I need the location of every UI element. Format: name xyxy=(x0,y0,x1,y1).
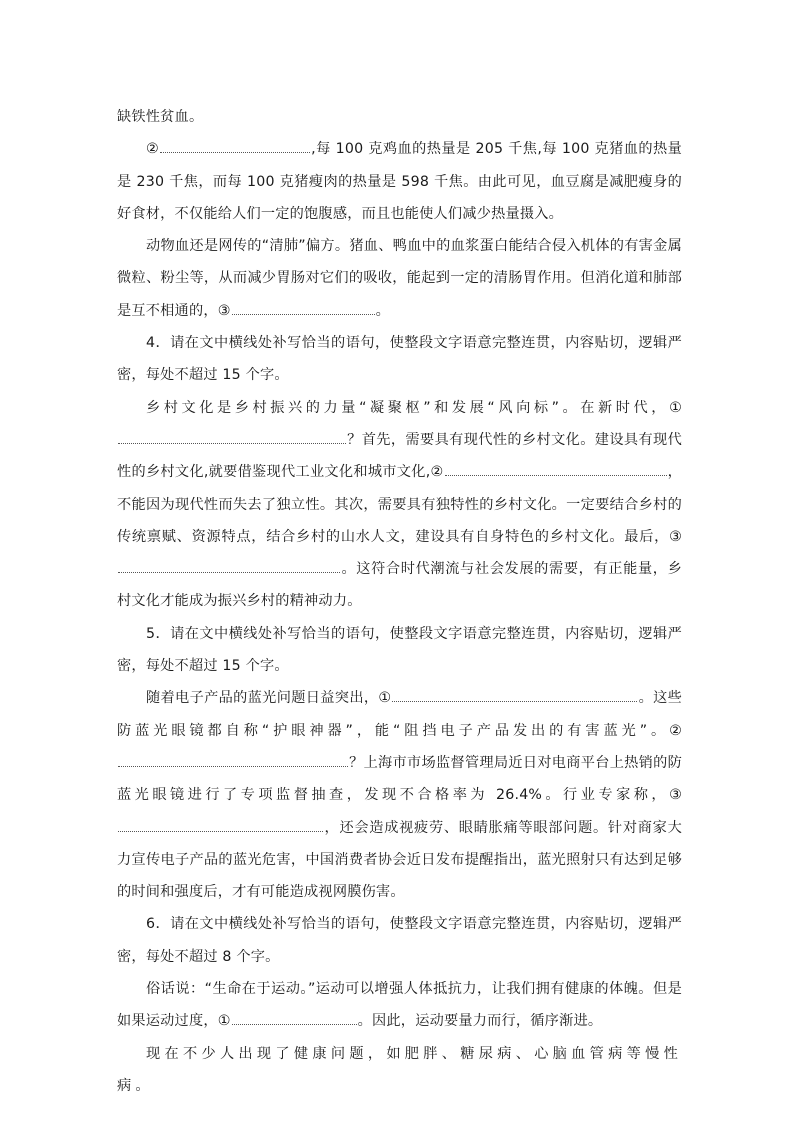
q5-blank-marker-3: ③ xyxy=(669,787,682,804)
q6-blank-marker-1: ① xyxy=(217,1013,231,1030)
q4-blank-marker-1: ① xyxy=(669,399,682,416)
blank-marker-2: ② xyxy=(146,141,160,158)
q4-blank-marker-2: ② xyxy=(430,464,444,481)
q4-fill-blank-1[interactable] xyxy=(118,431,346,444)
q5-fill-blank-3[interactable] xyxy=(118,819,323,832)
paragraph-1: 缺铁性贫血。 xyxy=(117,109,204,125)
q4-blank-marker-3: ③ xyxy=(669,528,682,545)
fill-blank-2[interactable] xyxy=(160,140,310,153)
question-4-prompt: 4．请在文中横线处补写恰当的语句，使整段文字语意完整连贯，内容贴切，逻辑严密，每处不超过 15 个字。 xyxy=(117,335,682,384)
paragraph-3: 动物血还是网传的“清肺”偏方。猪血、鸭血中的血浆蛋白能结合侵入机体的有害金属微粒、粉尘等，从而减少胃肠对它们的吸收，能起到一定的清肠胃作用。但消化道和肺部是互不相通的，③ 。 xyxy=(117,238,682,319)
q4-fill-blank-2[interactable] xyxy=(445,463,667,476)
paragraph-2: ② ,每 100 克鸡血的热量是 205 千焦,每 100 克猪血的热量是 230 千焦，而每 100 克猪瘦肉的热量是 598 千焦。由此可见，血豆腐是减肥瘦身的好食材，不仅能给人们一定的饱腹感，而且也能使人们减少热量摄入。 xyxy=(117,141,682,222)
fill-blank-3[interactable] xyxy=(232,302,375,315)
question-5-prompt: 5．请在文中横线处补写恰当的语句，使整段文字语意完整连贯，内容贴切，逻辑严密，每处不超过 15 个字。 xyxy=(117,625,682,675)
question-6-passage: 俗话说：“生命在于运动。”运动可以增强人体抵抗力，让我们拥有健康的体魄。但是如果运动过度，① 。因此，运动要量力而行，循序渐进。 xyxy=(117,981,682,1030)
question-5-passage: 随着电子产品的蓝光问题日益突出，① 。这些防蓝光眼镜都自称“护眼神器”，能“阻挡电子产品发出的有害蓝光”。②？上海市市场监督管理局近日对电商平台上热销的防蓝光眼镜进行了专项监督抽查，发现不合格率为 26.4%。行业专家称，③，还会造成视疲劳、眼睛胀痛等眼部问题。针对商家大力宣传电子产品的蓝光危害，中国消费者协会近日发布提醒指出，蓝光照射只有达到足够的时间和强度后，才有可能造成视网膜伤害。 xyxy=(117,690,683,901)
q6-fill-blank-1[interactable] xyxy=(232,1012,357,1025)
question-6-prompt: 6．请在文中横线处补写恰当的语句，使整段文字语意完整连贯，内容贴切，逻辑严密，每处不超过 8 个字。 xyxy=(117,916,682,965)
q5-fill-blank-2[interactable] xyxy=(118,754,348,767)
q5-blank-marker-2: ② xyxy=(669,722,682,739)
q4-fill-blank-3[interactable] xyxy=(118,560,340,573)
document-body xyxy=(117,101,682,1102)
question-6-passage-2: 现在不少人出现了健康问题，如肥胖、糖尿病、心脑血管病等慢性病。 xyxy=(117,1045,682,1094)
blank-marker-3: ③ xyxy=(217,302,231,319)
question-4-passage: 乡村文化是乡村振兴的力量“凝聚枢”和发展“风向标”。在新时代，①？首先，需要具有现代性的乡村文化。建设具有现代性的乡村文化,就要借鉴现代工业文化和城市文化,② ，不能因为现代性而失去了独立性。其次，需要具有独特性的乡村文化。一定要结合乡村的传统禀赋、资源特点，结合乡村的山水人文，建设具有自身特色的乡村文化。最后，③。这符合时代潮流与社会发展的需要，有正能量，乡村文化才能成为振兴乡村的精神动力。 xyxy=(117,399,683,610)
q5-fill-blank-1[interactable] xyxy=(392,689,637,702)
q5-blank-marker-1: ① xyxy=(378,690,392,707)
